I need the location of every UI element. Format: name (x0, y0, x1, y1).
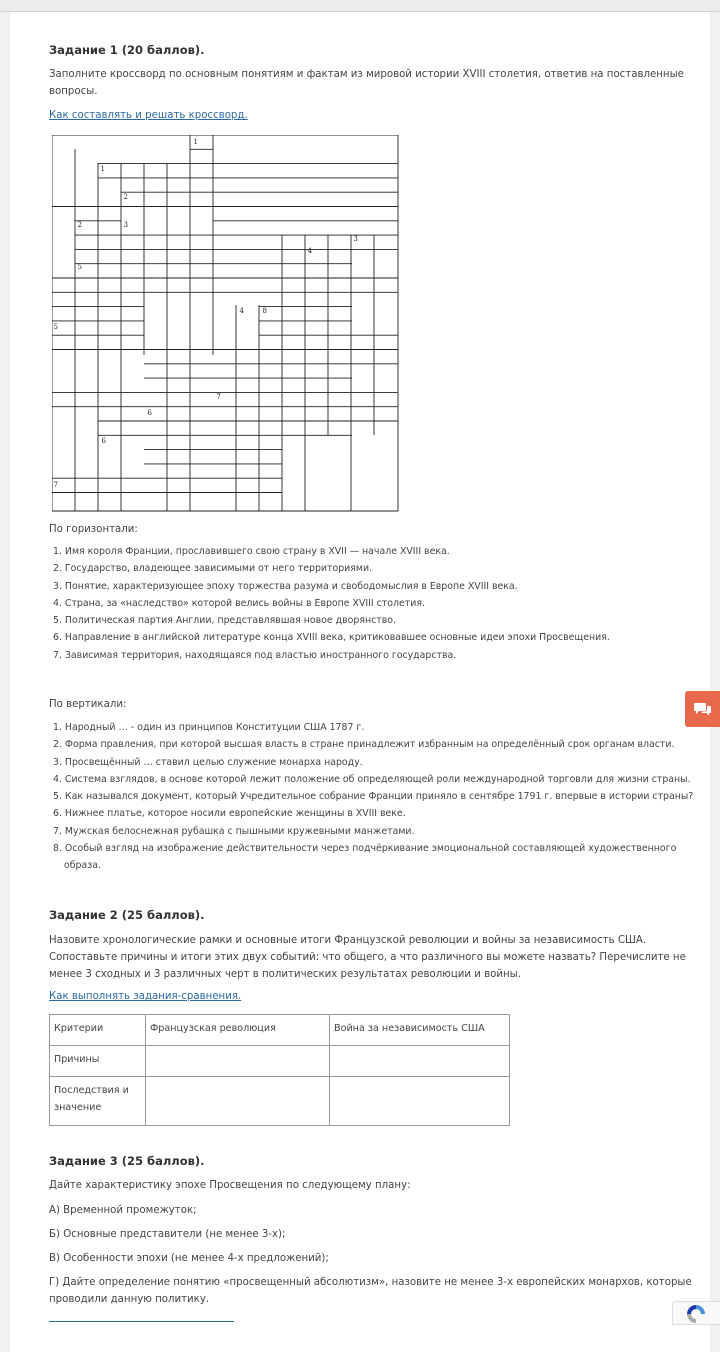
horizontal-clue: 1. Имя короля Франции, прославившего свою страну в XVII — начале XVIII века. (53, 546, 450, 557)
task2-line2: Сопоставьте причины и итоги этих двух событий: что общего, а что различного вы можете назвать? Перечислите не (49, 952, 686, 963)
task3-item-last-line1: Г) Дайте определение понятию «просвещенный абсолютизм», назовите не менее 3-х европейских монархов, которые (49, 1277, 692, 1288)
table-cell (330, 1077, 510, 1126)
horizontal-clue: 4. Страна, за «наследство» которой велись войны в Европе XVIII столетия. (53, 597, 425, 609)
task3-link-cut[interactable] (49, 1317, 239, 1323)
task2-title: Задание 2 (25 баллов). (49, 908, 205, 922)
grid-number: 6 (101, 437, 106, 445)
chat-button[interactable] (685, 691, 720, 727)
top-bar (0, 0, 720, 12)
crossword-howto-link[interactable]: Как составлять и решать кроссворд. (49, 110, 248, 121)
grid-number: 4 (239, 307, 244, 315)
grid-number: 5 (53, 323, 58, 331)
vertical-clue: 7. Мужская белоснежная рубашка с пышными кружевными манжетами. (53, 825, 415, 837)
comparison-howto-link[interactable]: Как выполнять задания-сравнения. (49, 991, 242, 1002)
task3-intro: Дайте характеристику эпохе Просвещения по следующему плану: (49, 1180, 411, 1191)
vertical-clue: 6. Нижнее платье, которое носили европейские женщины в XVIII веке. (53, 808, 406, 820)
grid-number: 8 (262, 307, 267, 315)
table-header-cell: Критерии (50, 1015, 146, 1046)
table-row (50, 1077, 510, 1126)
task3-item: В) Особенности эпохи (не менее 4-х предложений); (49, 1253, 329, 1264)
task1-title: Задание 1 (20 баллов). (49, 43, 205, 57)
horizontal-title: По горизонтали: (49, 524, 138, 535)
grid-number: 6 (147, 409, 152, 417)
horizontal-clue: 5. Политическая партия Англии, представлявшая новое дворянство. (53, 615, 396, 627)
vertical-clue: 1. Народный … - один из принципов Конституции США 1787 г. (53, 722, 365, 733)
vertical-clues (53, 719, 693, 875)
vertical-clue: 5. Как назывался документ, который Учредительное собрание Франции приняло в сентябре 1791 г. впервые в истории страны? (53, 791, 694, 803)
table-row (50, 1046, 510, 1077)
grid-number: 3 (353, 235, 358, 243)
grid-number: 1 (193, 138, 198, 146)
vertical-title: По вертикали: (49, 699, 127, 710)
task3-title: Задание 3 (25 баллов). (49, 1154, 205, 1168)
horizontal-clue: 2. Государство, владеющее зависимыми от него территориями. (53, 563, 373, 575)
grid-number: 7 (216, 393, 221, 401)
crossword-svg (52, 135, 404, 513)
task3-item-last-line2: проводили данную политику. (49, 1294, 210, 1305)
table-cell: Последствия и значение (50, 1077, 146, 1126)
table-cell (146, 1046, 330, 1077)
vertical-clue: 2. Форма правления, при которой высшая власть в стране принадлежит избранным на определённый срок органам власти. (53, 739, 675, 751)
vertical-clue: 8. Особый взгляд на изображение действительности через подчёркивание эмоциональной составляющей художественного (53, 843, 677, 855)
task1-intro-line1: Заполните кроссворд по основным понятиям и фактам из мировой истории XVIII столетия, ответив на поставленные (49, 69, 684, 80)
grid-number: 3 (123, 221, 128, 229)
task3-item: Б) Основные представители (не менее 3-х); (49, 1229, 286, 1240)
table-header-cell: Французская революция (146, 1015, 330, 1046)
grid-number: 1 (100, 165, 105, 173)
recaptcha-icon (683, 1302, 709, 1324)
vertical-clue-continued: образа. (64, 860, 101, 872)
table-header-cell: Война за независимость США (330, 1015, 510, 1046)
horizontal-clue: 7. Зависимая территория, находящаяся под властью иностранного государства. (53, 649, 457, 661)
horizontal-clues (53, 543, 610, 664)
table-cell (330, 1046, 510, 1077)
horizontal-clue: 3. Понятие, характеризующее эпоху торжества разума и свободомыслия в Европе XVIII века. (53, 580, 518, 592)
grid-number: 7 (53, 481, 58, 489)
vertical-clue: 4. Система взглядов, в основе которой лежит положение об определяющей роли международной торговли для жизни страны. (53, 773, 691, 785)
recaptcha-badge (672, 1301, 720, 1325)
table-header-row (50, 1015, 510, 1046)
grid-number: 4 (307, 247, 312, 255)
vertical-clue: 3. Просвещённый … ставил целью служение монарха народу. (53, 756, 363, 768)
crossword-grid (52, 135, 404, 513)
grid-number: 2 (77, 221, 82, 229)
table-cell (146, 1077, 330, 1126)
grid-number: 2 (123, 193, 128, 201)
task3-item: А) Временной промежуток; (49, 1205, 197, 1216)
grid-number: 5 (77, 263, 82, 271)
chat-bubbles-icon (694, 701, 712, 717)
task2-line3: менее 3 сходных и 3 различных черт в политических результатах революции и войны. (49, 969, 521, 980)
table-cell: Причины (50, 1046, 146, 1077)
comparison-table (49, 1014, 510, 1126)
horizontal-clue: 6. Направление в английской литературе конца XVIII века, критиковавшее основные идеи эпохи Просвещения. (53, 632, 610, 644)
task1-intro-line2: вопросы. (49, 86, 98, 97)
task2-line1: Назовите хронологические рамки и основные итоги Французской революции и войны за независимость США. (49, 935, 647, 946)
